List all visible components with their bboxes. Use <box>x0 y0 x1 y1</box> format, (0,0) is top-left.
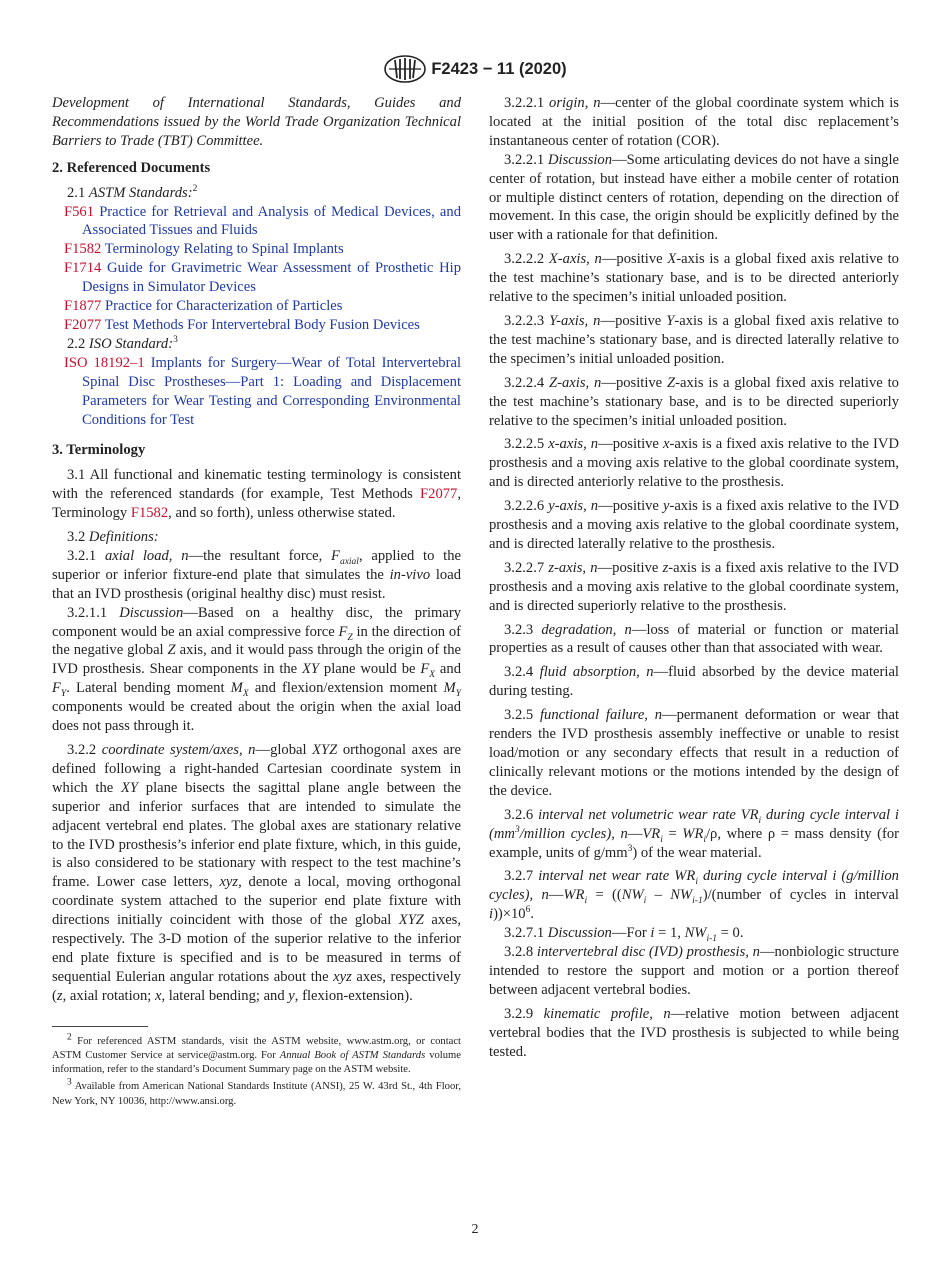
iso-reference-list <box>52 354 461 430</box>
paragraph-3-2-1-1: 3.2.1.1 Discussion—Based on a healthy disc, the primary component would be an axial compressive force $F_Z$ in the direction of the negative global Z axis, and it would pass through the origin of the IVD prosthesis. Shear components in the XY plane would be $F_X$ and $F_Y$. Lateral bending moment $M_X$ and flexion/extension moment $M_Y$ components would be created about the origin when the axial load does not pass through it. <box>52 604 461 735</box>
paragraph-3-1: 3.1 All functional and kinematic testing terminology is consistent with the referenced standards (for example, Test Methods F2077, Terminology F1582, and so forth), unless otherwise stated. <box>52 467 461 522</box>
footnote-2: $^2$ For referenced ASTM standards, visit the ASTM website, www.astm.org, or contact ASTM Customer Service at service@astm.org. For Annual Book of ASTM Standards volume information, refer to the standard’s Document Summary page on the ASTM website. <box>52 1032 461 1076</box>
reference-item[interactable]: F2077 Test Methods For Intervertebral Body Fusion Devices <box>64 316 420 333</box>
reference-item[interactable]: ISO 18192–1 Implants for Surgery—Wear of Total Intervertebral Spinal Disc Prostheses—Part 1: Loading and Displacement Parameters for Wear Testing and Corresponding Environmental Conditions for Test <box>64 354 461 428</box>
paragraph-3-2-6: 3.2.6 interval net volumetric wear rate $VR_i$ during cycle interval i ($mm^3$/million cycles), $n—VR_i = WR_i/\rho$, where ρ = mass density (for example, units of $g/mm^3$) of the wear material. <box>489 806 899 861</box>
reference-item[interactable]: F1714 Guide for Gravimetric Wear Assessment of Prosthetic Hip Designs in Simulator Devices <box>64 260 461 296</box>
reference-item[interactable]: F1877 Practice for Characterization of Particles <box>64 298 343 315</box>
right-column <box>489 94 899 1062</box>
intro-paragraph: Development of International Standards, Guides and Recommendations issued by the World Trade Organization Technical Barriers to Trade (TBT) Committee. <box>52 95 461 149</box>
link-f1582[interactable]: F1582 <box>130 505 169 522</box>
paragraph-3-2-2-7: 3.2.2.7 z-axis, n—positive z-axis is a fixed axis relative to the IVD prosthesis and a moving axis relative to the global coordinate system, and is directed superiorly relative to the prosthesis. <box>489 559 899 614</box>
paragraph-3-2-8: 3.2.8 intervertebral disc (IVD) prosthesis, n—nonbiologic structure intended to restore the support and motion or a portion thereof between adjacent vertebral bodies. <box>489 944 899 998</box>
paragraph-3-2-1: 3.2.1 axial load, n—the resultant force, $F_{axial}$, applied to the superior or inferior fixture-end plate that simulates the in-vivo load that an IVD prosthesis (original healthy disc) must resist. <box>52 547 461 602</box>
astm-logo-icon <box>383 54 427 84</box>
subsection-2-2: 2.2 ISO Standard:$^3$ <box>67 335 178 352</box>
paragraph-3-2-9: 3.2.9 kinematic profile, n—relative motion between adjacent vertebral bodies that the IVD prosthesis is subjected to while being tested. <box>489 1005 899 1060</box>
paragraph-3-2-5: 3.2.5 functional failure, n—permanent deformation or wear that renders the IVD prosthesis assembly ineffective or unable to resist load/motion or any secondary effects that result in a reduction of clinically relevant motions or the motions intended by the design of the device. <box>489 707 899 799</box>
paragraph-3-2-2-2: 3.2.2.2 X-axis, n—positive X-axis is a global fixed axis relative to the test machine’s stationary base, and is to be directed anteriorly relative to the specimen’s initial unloaded position. <box>489 251 899 306</box>
paragraph-3-2-2: 3.2.2 coordinate system/axes, n—global XYZ orthogonal axes are defined following a right-handed Cartesian coordinate system in which the XY plane bisects the sagittal plane angle between the superior and inferior surfaces that are intended to simulate the adjacent vertebral end plates. The global axes are stationary relative to the IVD prosthesis’s inferior end plate fixture, which, in this guide, is also considered to be stationary with respect to the test machine’s frame. Lower case letters, xyz, denote a local, moving orthogonal coordinate system attached to the superior end plate fixture with directions initially coincident with those of the global XYZ axes, respectively. The 3-D motion of the superior relative to the inferior end plate fixture is specified and is to be measured in terms of sequential Eulerian angular rotations about the xyz axes, respectively (z, axial rotation; x, lateral bending; and y, flexion-extension). <box>52 742 461 1004</box>
document-id: F2423 − 11 (2020) <box>431 59 567 78</box>
paragraph-3-2-2-4: 3.2.2.4 Z-axis, n—positive Z-axis is a global fixed axis relative to the test machine’s stationary base, and is to be directed superiorly relative to the specimen’s initial unloaded position. <box>489 374 899 429</box>
reference-item[interactable]: F1582 Terminology Relating to Spinal Implants <box>64 241 344 258</box>
paragraph-3-2-2-6: 3.2.2.6 y-axis, n—positive y-axis is a fixed axis relative to the IVD prosthesis and a moving axis relative to the global coordinate system, and is directed laterally relative to the prosthesis. <box>489 498 899 552</box>
page-number: 2 <box>471 1222 479 1237</box>
section-3-heading: 3. Terminology <box>52 442 146 459</box>
subsection-2-1: 2.1 ASTM Standards:$^2$ <box>67 183 198 201</box>
page-header <box>0 52 950 86</box>
paragraph-3-2-2-3: 3.2.2.3 Y-axis, n—positive Y-axis is a global fixed axis relative to the test machine’s stationary base, and is directed laterally relative to the specimen’s initial unloaded position. <box>489 312 899 367</box>
section-2-heading: 2. Referenced Documents <box>52 159 211 176</box>
paragraph-3-2: 3.2 Definitions: <box>67 529 159 546</box>
paragraph-3-2-2-1-origin: 3.2.2.1 origin, n—center of the global coordinate system which is located at the initial position of the total disc replacement’s instantaneous center of rotation (COR). <box>489 95 899 149</box>
footnote-3: $^3$ Available from American National Standards Institute (ANSI), 25 W. 43rd St., 4th Floor, New York, NY 10036, http://www.ansi.org. <box>52 1077 461 1107</box>
left-column <box>52 94 461 1112</box>
reference-item[interactable]: F561 Practice for Retrieval and Analysis of Medical Devices, and Associated Tissues and Fluids <box>64 203 461 239</box>
paragraph-3-2-7: 3.2.7 interval net wear rate $WR_i$ during cycle interval i (g/million cycles), $n—WR_i = ((NW_i$ – $NW_{i-1})/(number$ of cycles in interval $i))\times 10^6$. <box>489 868 899 923</box>
footnote-divider <box>52 1026 148 1027</box>
paragraph-3-2-2-5: 3.2.2.5 x-axis, n—positive x-axis is a fixed axis relative to the IVD prosthesis and a moving axis relative to the global coordinate system, and is directed anteriorly relative to the prosthesis. <box>489 436 899 491</box>
link-f2077[interactable]: F2077 <box>420 486 458 503</box>
paragraph-3-2-3: 3.2.3 degradation, n—loss of material or function or material properties as a result of causes other than that associated with wear. <box>489 621 899 657</box>
paragraph-3-2-2-1-discussion: 3.2.2.1 Discussion—Some articulating devices do not have a single center of rotation, but instead have either a mobile center of rotation or multiple distinct centers of rotation, depending on the direction of movement. In this case, the origin should be explicitly defined by the user with a rationale for that definition. <box>489 151 899 244</box>
paragraph-3-2-7-1: 3.2.7.1 Discussion—For i = 1, $NW_{i-1} = 0$. <box>504 925 744 945</box>
astm-reference-list <box>52 203 461 335</box>
paragraph-3-2-4: 3.2.4 fluid absorption, n—fluid absorbed by the device material during testing. <box>489 664 899 700</box>
